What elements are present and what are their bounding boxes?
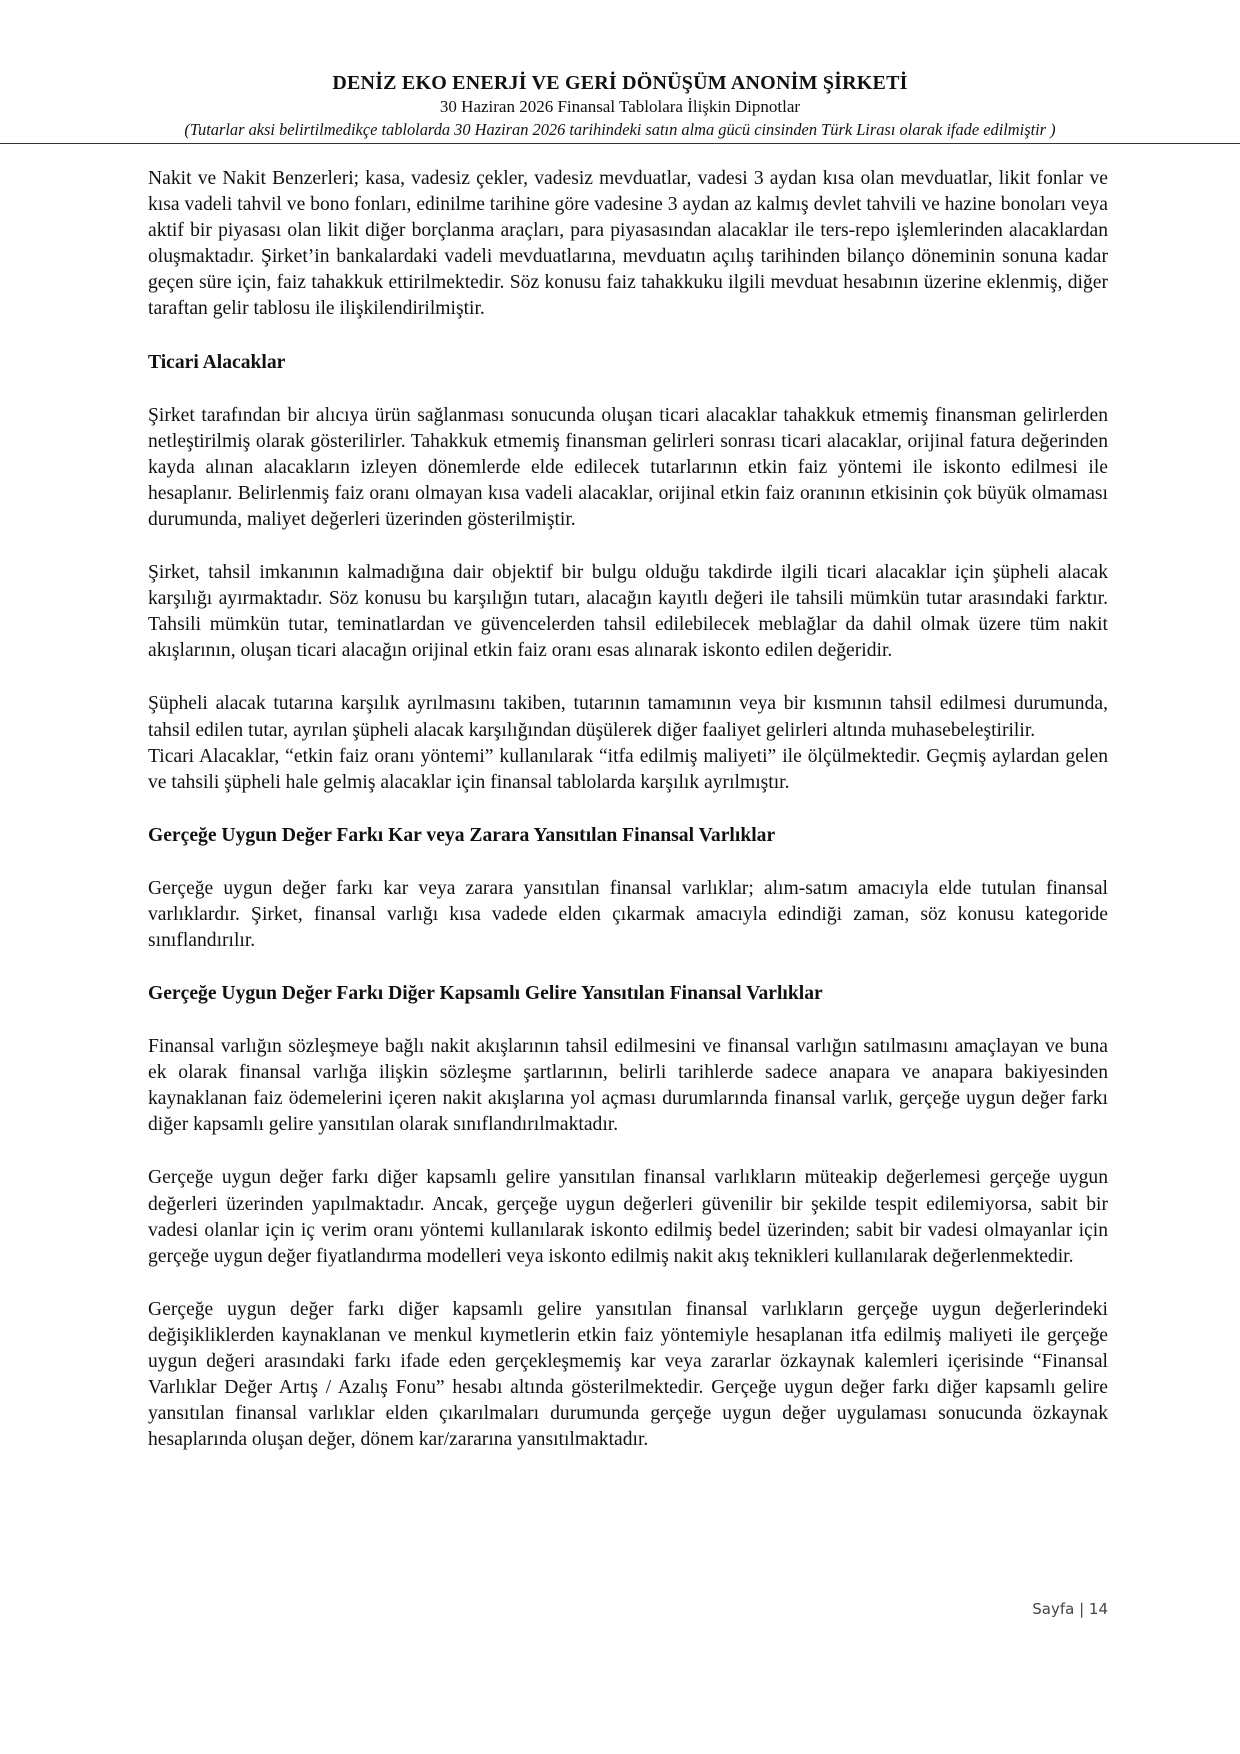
paragraph-fvtpl-assets: Gerçeğe uygun değer farkı kar veya zarara yansıtılan finansal varlıklar; alım-satım amacıyla elde tutulan finansal varlıklardır. Şirket, finansal varlığı kısa vadede elden çıkarmak amacıyla edindiği zaman, söz konusu kategoride sınıflandırılır. bbox=[148, 877, 1108, 951]
paragraph-cash-equivalents: Nakit ve Nakit Benzerleri; kasa, vadesiz çekler, vadesiz mevduatlar, vadesi 3 aydan kısa olan mevduatlar, likit fonlar ve kısa vadeli tahvil ve bono fonları, edinilme tarihine göre vadesine 3 aydan az kalmış devlet tahvili ve hazine bonoları veya aktif bir piyasası olan likit diğer borçlanma araçları, para piyasasından alacaklar ile ters-repo işlemlerinden alacaklardan oluşmaktadır. Şirket’in bankalardaki vadeli mevduatlarına, mevduatın açılış tarihinden bilanço döneminin sonuna kadar geçen süre için, faiz tahakkuk ettirilmektedir. Söz konusu faiz tahakkuku ilgili mevduat hesabının üzerine eklenmiş, diğer taraftan gelir tablosu ile ilişkilendirilmiştir. bbox=[148, 168, 1108, 320]
page-header bbox=[0, 70, 1240, 142]
document-subtitle: 30 Haziran 2026 Finansal Tablolara İlişkin Dipnotlar bbox=[439, 97, 801, 116]
header-divider bbox=[0, 143, 1240, 144]
paragraph-fvoci-assets-3: Gerçeğe uygun değer farkı diğer kapsamlı gelire yansıtılan finansal varlıkların gerçeğe uygun değerlerindeki değişikliklerden kaynaklanan ve menkul kıymetlerin etkin faiz yöntemiyle hesaplanan itfa edilmiş maliyeti ile gerçeğe uygun değeri arasındaki farkı ifade eden gerçekleşmemiş kar veya zararlar özkaynak kalemleri içerisinde “Finansal Varlıklar Değer Artış / Azalış Fonu” hesabı altında gösterilmektedir. Gerçeğe uygun değer farkı diğer kapsamlı gelire yansıtılan finansal varlıklar elden çıkarılmaları durumunda gerçeğe uygun değer uygulaması sonucunda özkaynak hesaplarında oluşan değer, dönem kar/zararına yansıtılmaktadır. bbox=[148, 1298, 1108, 1451]
currency-note: (Tutarlar aksi belirtilmedikçe tablolarda 30 Haziran 2026 tarihindeki satın alma gücü cinsinden Türk Lirası olarak ifade edilmiştir ) bbox=[184, 120, 1056, 139]
document-body bbox=[148, 166, 1108, 1453]
company-name: DENİZ EKO ENERJİ VE GERİ DÖNÜŞÜM ANONİM ŞİRKETİ bbox=[332, 72, 908, 94]
paragraph-trade-receivables-1: Şirket tarafından bir alıcıya ürün sağlanması sonucunda oluşan ticari alacaklar tahakkuk etmemiş finansman gelirlerden netleştirilmiş olarak gösterilirler. Tahakkuk etmemiş finansman gelirleri sonrası ticari alacaklar, orijinal fatura değerinden kayda alınan alacakların izleyen dönemlerde elde edilecek tutarlarının etkin faiz yöntemi ile iskonto edilmesi ile hesaplanır. Belirlenmiş faiz oranı olmayan kısa vadeli alacaklar, orijinal etkin faiz oranının etkisinin çok büyük olmaması durumunda, maliyet değerleri üzerinden gösterilmiştir. bbox=[148, 404, 1108, 530]
paragraph-trade-receivables-2: Şirket, tahsil imkanının kalmadığına dair objektif bir bulgu olduğu takdirde ilgili ticari alacaklar için şüpheli alacak karşılığı ayırmaktadır. Söz konusu bu karşılığın tutarı, alacağın kayıtlı değeri ile tahsili mümkün tutar arasındaki farktır. Tahsili mümkün tutar, teminatlardan ve güvencelerden tahsil edilebilecek meblağlar da dahil olmak üzere tüm nakit akışlarının, oluşan ticari alacağın orijinal etkin faiz oranı esas alınarak iskonto edilen değeridir. bbox=[148, 562, 1108, 662]
paragraph-fvoci-assets-1: Finansal varlığın sözleşmeye bağlı nakit akışlarının tahsil edilmesini ve finansal varlığın satılmasını amaçlayan ve buna ek olarak finansal varlığa ilişkin sözleşme şartlarının, belirli tarihlerde sadece anapara ve anapara bakiyesinden kaynaklanan faiz ödemelerini içeren nakit akışlarına yol açması durumlarında finansal varlık, gerçeğe uygun değer farkı diğer kapsamlı gelire yansıtılan olarak sınıflandırılmaktadır. bbox=[148, 1036, 1108, 1136]
heading-fvoci-assets: Gerçeğe Uygun Değer Farkı Diğer Kapsamlı Gelire Yansıtılan Finansal Varlıklar bbox=[148, 983, 823, 1005]
page-number: Sayfa | 14 bbox=[1032, 1600, 1108, 1618]
paragraph-fvoci-assets-2: Gerçeğe uygun değer farkı diğer kapsamlı gelire yansıtılan finansal varlıkların müteakip değerlemesi gerçeğe uygun değerleri üzerinden yapılmaktadır. Ancak, gerçeğe uygun değerleri güvenilir bir şekilde tespit edilemiyorsa, sabit bir vadesi olanlar için iç verim oranı yöntemi kullanılarak iskonto edilmiş bedel üzerinden; sabit bir vadesi olmayanlar için gerçeğe uygun değer fiyatlandırma modelleri veya iskonto edilmiş nakit akış teknikleri kullanılarak değerlenmektedir. bbox=[148, 1167, 1108, 1267]
paragraph-trade-receivables-4: Ticari Alacaklar, “etkin faiz oranı yöntemi” kullanılarak “itfa edilmiş maliyeti” ile ölçülmektedir. Geçmiş aylardan gelen ve tahsili şüpheli hale gelmiş alacaklar için finansal tablolarda karşılık ayrılmıştır. bbox=[148, 745, 1108, 793]
paragraph-trade-receivables-3: Şüpheli alacak tutarına karşılık ayrılmasını takiben, tutarının tamamının veya bir kısmının tahsil edilmesi durumunda, tahsil edilen tutar, ayrılan şüpheli alacak karşılığından düşülerek diğer faaliyet gelirleri altında muhasebeleştirilir. bbox=[148, 693, 1108, 741]
heading-fvtpl-assets: Gerçeğe Uygun Değer Farkı Kar veya Zarara Yansıtılan Finansal Varlıklar bbox=[148, 824, 776, 846]
heading-trade-receivables: Ticari Alacaklar bbox=[148, 351, 286, 373]
